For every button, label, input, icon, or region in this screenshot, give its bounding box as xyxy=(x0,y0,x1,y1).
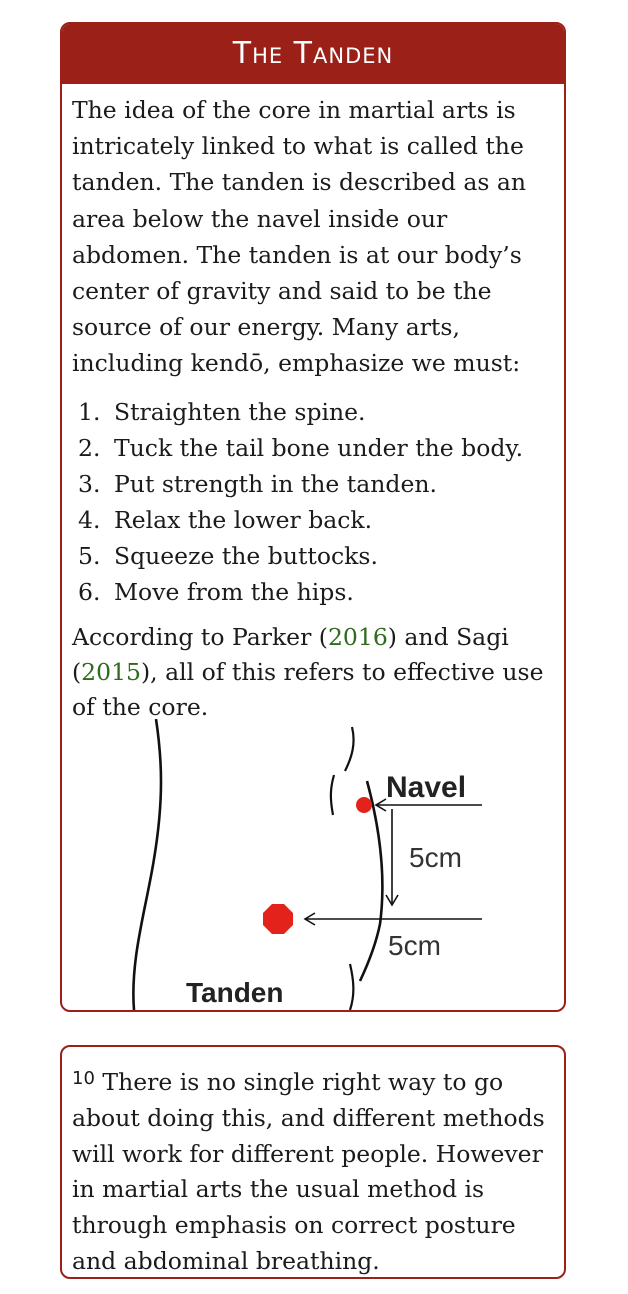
step-number: 1. xyxy=(78,397,101,426)
step-text: Squeeze the buttocks. xyxy=(114,541,378,570)
tanden-diagram xyxy=(62,719,564,1010)
front-outline xyxy=(331,775,334,815)
front-outline xyxy=(350,964,353,1010)
tanden-marker xyxy=(263,904,293,934)
step-number: 3. xyxy=(78,469,101,498)
list-item xyxy=(62,394,564,430)
list-item xyxy=(62,466,564,502)
citation-link-sagi[interactable]: 2015 xyxy=(81,658,141,687)
step-text: Straighten the spine. xyxy=(114,397,366,426)
posture-steps-list xyxy=(62,394,564,610)
tanden-label: Tanden xyxy=(186,977,284,1008)
conclusion-paragraph xyxy=(72,620,556,726)
step-text: Relax the lower back. xyxy=(114,505,373,534)
step-number: 2. xyxy=(78,433,101,462)
step-text: Put strength in the tanden. xyxy=(114,469,437,498)
list-item xyxy=(62,430,564,466)
list-item xyxy=(62,574,564,610)
list-item xyxy=(62,538,564,574)
list-item xyxy=(62,502,564,538)
front-outline xyxy=(345,727,354,771)
conclusion-text: ) and Sagi ( xyxy=(72,622,509,687)
tanden-sidebar-box xyxy=(60,22,566,1012)
footnote-box xyxy=(60,1045,566,1279)
step-number: 4. xyxy=(78,505,101,534)
navel-marker xyxy=(356,797,372,813)
step-number: 5. xyxy=(78,541,101,570)
distance-label: 5cm xyxy=(409,842,462,873)
back-outline xyxy=(133,719,161,1010)
step-text: Tuck the tail bone under the body. xyxy=(114,433,524,462)
citation-link-parker[interactable]: 2016 xyxy=(327,622,388,651)
intro-paragraph: The idea of the core in martial arts is intricately linked to what is called the tanden. The tanden is described as an area below the navel inside our abdomen. The tanden is at our body’s center of gravity and said to be the source of our energy. Many arts, including kendō, emphasize we must: xyxy=(72,96,527,378)
footnote-body: There is no single right way to go about doing this, and different methods will work for different people. However in martial arts the usual method is through emphasis on correct posture and abdominal breathing. xyxy=(72,1068,545,1275)
step-number: 6. xyxy=(78,577,101,606)
footnote-text xyxy=(72,1061,558,1279)
footnote-number: 10 xyxy=(72,1068,95,1089)
conclusion-text: According to Parker ( xyxy=(72,622,328,651)
navel-label: Navel xyxy=(386,771,467,804)
box-title: The Tanden xyxy=(62,24,564,84)
conclusion-text: ), all of this refers to effective use of the core. xyxy=(72,658,544,722)
distance-label: 5cm xyxy=(388,930,441,961)
step-text: Move from the hips. xyxy=(114,577,354,606)
